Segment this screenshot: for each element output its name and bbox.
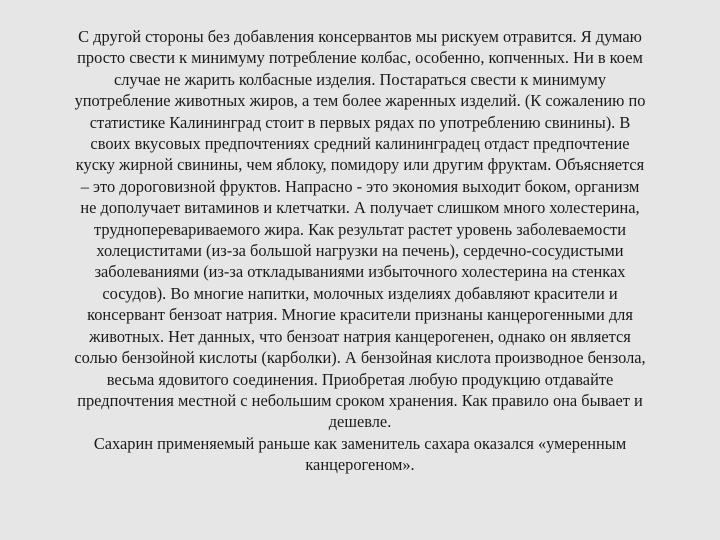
text-line: животных. Нет данных, что бензоат натрия канцерогенен, однако он является <box>89 326 631 346</box>
text-line: дешевле. <box>328 412 392 432</box>
text-line: случае не жарить колбасные изделия. Постараться свести к минимуму <box>113 69 607 89</box>
document-text-block <box>40 26 680 476</box>
text-line: солью бензойной кислоты (карболки). А бензойная кислота производное бензола, <box>74 348 646 368</box>
text-line: С другой стороны без добавления консервантов мы рискуем отравится. Я думаю <box>78 27 642 46</box>
text-line: консервант бензоат натрия. Многие красители признаны канцерогенными для <box>87 305 633 325</box>
text-line: канцерогеном». <box>305 455 415 475</box>
text-line: статистике Калининград стоит в первых рядах по употреблению свинины). В <box>89 112 631 132</box>
text-line: куску жирной свинины, чем яблоку, помидору или другим фруктам. Объясняется <box>75 155 645 175</box>
text-line: весьма ядовитого соединения. Приобретая любую продукцию отдавайте <box>106 369 614 389</box>
text-line: – это дороговизной фруктов. Напрасно - это экономия выходит боком, организм <box>80 176 640 196</box>
text-line: предпочтения местной с небольшим сроком хранения. Как правило она бывает и <box>77 390 643 410</box>
text-line: не дополучает витаминов и клетчатки. А получает слишком много холестерина, <box>80 198 640 218</box>
text-line: просто свести к минимуму потребление колбас, особенно, копченных. Ни в коем <box>77 48 643 68</box>
text-line: холециститами (из-за большой нагрузки на печень), сердечно-сосудистыми <box>96 241 624 261</box>
text-line: сосудов). Во многие напитки, молочных изделиях добавляют красители и <box>102 283 618 303</box>
text-line: употребление животных жиров, а тем более жаренных изделий. (К сожалению по <box>74 91 646 111</box>
text-line: трудноперевариваемого жира. Как результат растет уровень заболеваемости <box>93 219 626 239</box>
text-line: своих вкусовых предпочтениях средний калининградец отдаст предпочтение <box>90 134 630 154</box>
text-line: заболеваниями (из-за откладываниями избыточного холестерина на стенках <box>94 262 626 282</box>
text-line: Сахарин применяемый раньше как заменитель сахара оказался «умеренным <box>93 433 627 453</box>
